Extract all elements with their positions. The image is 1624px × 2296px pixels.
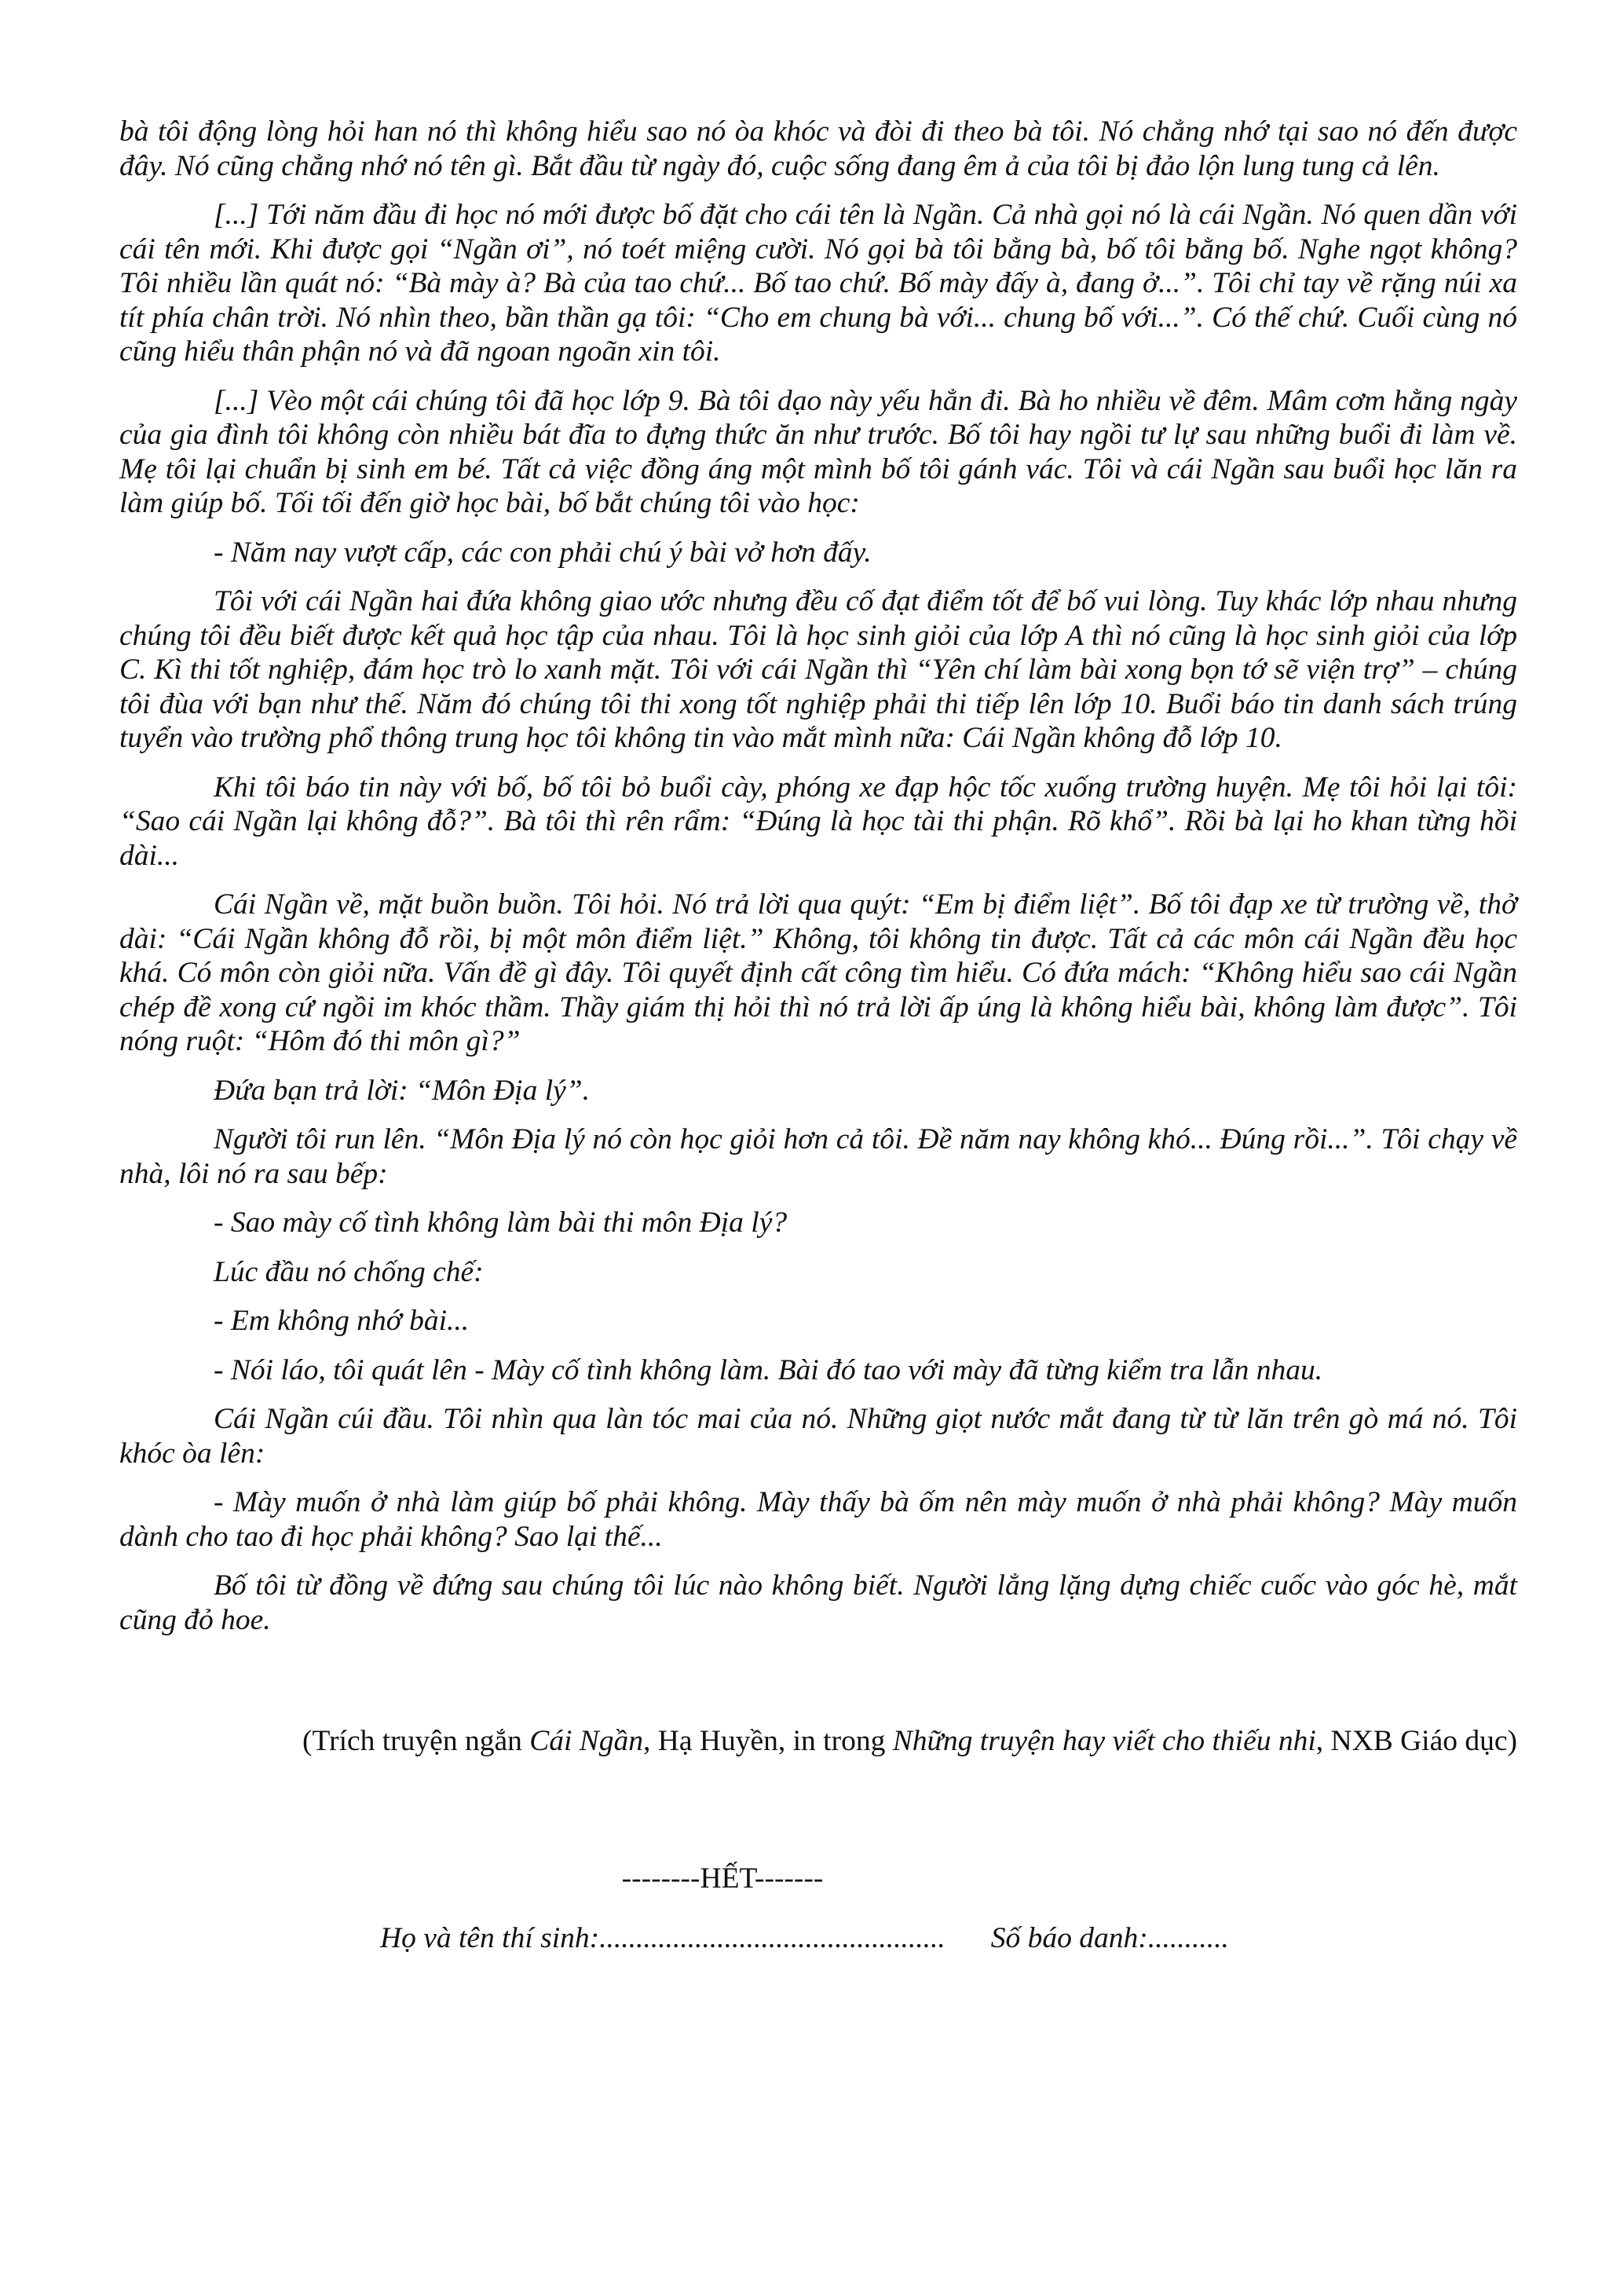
story-paragraph: - Mày muốn ở nhà làm giúp bố phải không. Mày thấy bà ốm nên mày muốn ở nhà phải không? Mày muốn dành cho tao đi học phải không? Sao lại thế... [119, 1486, 1517, 1553]
story-paragraph: Lúc đầu nó chống chế: [214, 1255, 484, 1288]
source-book-title: Những truyện hay viết cho thiếu nhi [892, 1725, 1316, 1757]
story-paragraph: Đứa bạn trả lời: “Môn Địa lý”. [214, 1074, 591, 1107]
story-paragraph: - Nói láo, tôi quát lên - Mày cố tình không làm. Bài đó tao với mày đã từng kiểm tra lẫn nhau. [214, 1353, 1323, 1386]
candidate-name-field: Họ và tên thí sinh:............................................... [380, 1922, 946, 1954]
candidate-info [380, 1921, 1480, 1956]
story-paragraph: Bố tôi từ đồng về đứng sau chúng tôi lúc nào không biết. Người lẳng lặng dựng chiếc cuốc vào góc hè, mắt cũng đỏ hoe. [119, 1569, 1517, 1636]
story-paragraph: bà tôi động lòng hỏi han nó thì không hiểu sao nó òa khóc và đòi đi theo bà tôi. Nó chẳng nhớ tại sao nó đến được đây. Nó cũng chẳng nhớ nó tên gì. Bắt đầu từ ngày đó, cuộc sống đang êm ả của tôi bị đảo lộn lung tung cả lên. [119, 115, 1517, 182]
story-paragraph: Tôi với cái Ngần hai đứa không giao ước nhưng đều cố đạt điểm tốt để bố vui lòng. Tuy khác lớp nhau nhưng chúng tôi đều biết được kết quả học tập của nhau. Tôi là học sinh giỏi của lớp A thì nó cũng là học sinh giỏi của lớp C. Kì thi tốt nghiệp, đám học trò lo xanh mặt. Tôi với cái Ngần thì “Yên chí làm bài xong bọn tớ sẽ viện trợ” – chúng tôi đùa với bạn như thế. Năm đó chúng tôi thi xong tốt nghiệp phải thi tiếp lên lớp 10. Buổi báo tin danh sách trúng tuyển vào trường phổ thông trung học tôi không tin vào mắt mình nữa: Cái Ngần không đỗ lớp 10. [119, 585, 1517, 754]
source-story-title: Cái Ngần [529, 1725, 644, 1757]
story-paragraph: - Năm nay vượt cấp, các con phải chú ý bài vở hơn đấy. [214, 536, 872, 569]
story-paragraph: - Em không nhớ bài... [214, 1305, 470, 1337]
story-paragraph: [...] Tới năm đầu đi học nó mới được bố đặt cho cái tên là Ngần. Cả nhà gọi nó là cái Ngần. Nó quen dần với cái tên mới. Khi được gọi “Ngần ơi”, nó toét miệng cười. Nó gọi bà tôi bằng bà, bố tôi bằng bố. Nghe ngọt không? Tôi nhiều lần quát nó: “Bà mày à? Bà của tao chứ... Bố tao chứ. Bố mày đấy à, đang ở...”. Tôi chỉ tay về rặng núi xa tít phía chân trời. Nó nhìn theo, bần thần gạ tôi: “Cho em chung bà với... chung bố với...”. Có thế chứ. Cuối cùng nó cũng hiểu thân phận nó và đã ngoan ngoãn xin tôi. [119, 199, 1517, 368]
candidate-id-field: Số báo danh:........... [990, 1922, 1229, 1954]
source-suffix: , NXB Giáo dục) [1315, 1725, 1517, 1757]
end-marker: --------HẾT------- [621, 1862, 824, 1895]
source-prefix: (Trích truyện ngắn [302, 1725, 530, 1757]
source-middle: , Hạ Huyền, in trong [643, 1725, 893, 1757]
story-paragraph: Người tôi run lên. “Môn Địa lý nó còn học giỏi hơn cả tôi. Đề năm nay không khó... Đúng rồi...”. Tôi chạy về nhà, lôi nó ra sau bếp: [119, 1123, 1517, 1190]
story-paragraph: - Sao mày cố tình không làm bài thi môn Địa lý? [214, 1207, 788, 1239]
story-paragraph: Cái Ngần về, mặt buồn buồn. Tôi hỏi. Nó trả lời qua quýt: “Em bị điểm liệt”. Bố tôi đạp xe từ trường về, thở dài: “Cái Ngần không đỗ rồi, bị một môn điểm liệt.” Không, tôi không tin được. Tất cả các môn cái Ngần đều học khá. Có môn còn giỏi nữa. Vấn đề gì đây. Tôi quyết định cất công tìm hiểu. Có đứa mách: “Không hiểu sao cái Ngần chép đề xong cứ ngồi im khóc thầm. Thầy giám thị hỏi thì nó trả lời ấp úng là không hiểu bài, không làm được”. Tôi nóng ruột: “Hôm đó thi môn gì?” [119, 888, 1517, 1057]
source-citation [119, 1724, 1517, 1759]
story-paragraph: Cái Ngần cúi đầu. Tôi nhìn qua làn tóc mai của nó. Những giọt nước mắt đang từ từ lăn trên gò má nó. Tôi khóc òa lên: [119, 1403, 1517, 1470]
story-paragraph: [...] Vèo một cái chúng tôi đã học lớp 9. Bà tôi dạo này yếu hẳn đi. Bà ho nhiều về đêm. Mâm cơm hằng ngày của gia đình tôi không còn nhiều bát đĩa to đựng thức ăn như trước. Bố tôi hay ngồi tư lự sau những buổi đi làm về. Mẹ tôi lại chuẩn bị sinh em bé. Tất cả việc đồng áng một mình bố tôi gánh vác. Tôi và cái Ngần sau buổi học lăn ra làm giúp bố. Tối tối đến giờ học bài, bố bắt chúng tôi vào học: [119, 384, 1517, 519]
story-excerpt [119, 115, 1517, 1652]
story-paragraph: Khi tôi báo tin này với bố, bố tôi bỏ buổi cày, phóng xe đạp hộc tốc xuống trường huyện. Mẹ tôi hỏi lại tôi: “Sao cái Ngần lại không đỗ?”. Bà tôi thì rên rẩm: “Đúng là học tài thi phận. Rõ khổ”. Rồi bà lại ho khan từng hồi dài... [119, 771, 1517, 872]
